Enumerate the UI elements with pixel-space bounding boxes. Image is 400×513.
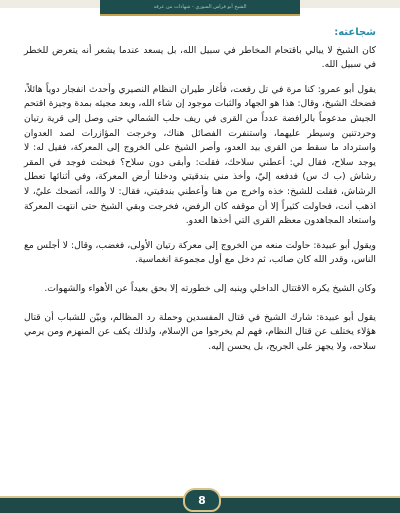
header-banner <box>100 0 300 16</box>
paragraph-1: كان الشيخ لا يبالي باقتحام المخاطر في سبيل الله، بل يسعد عندما يشعر أنه يتعرض للخطر في سبيل الله. <box>24 44 376 71</box>
paragraph-4: وكان الشيخ يكره الاقتتال الداخلي وينبه إلى خطورته إلا بحق بعيداً عن الأهواء والشهوات. <box>44 282 376 294</box>
page-number-badge <box>183 488 221 512</box>
header-banner-text: الشيخ أبو فراس السوري - شهادات من عرفه <box>153 4 247 10</box>
page-number: 8 <box>198 493 206 507</box>
paragraph-5: يقول أبو عبيدة: شارك الشيخ في قتال المفسدين وحملة رد المظالم، وبيّن للشباب أن قتال هؤلاء يختلف عن قتال النظام، فهم لم يخرجوا من الإسلام، ولذلك يكف عن المنهزم ومن يرمي سلاحه، ولا يجهز على الجريح، بل يحسن إليه. <box>24 311 376 352</box>
page-content <box>24 26 376 476</box>
paragraph-2: يقول أبو عمرو: كنا مرة في تل رفعت، فأغار طيران النظام النصيري وأحدث انفجار دوياً هائلاً، فضحك الشيخ، وقال: هذا هو الجهاد والثبات موجود إن شاء الله، وبعد مجيئه بمدة وجيزة اقتحم الجيش مدعوماً بالرافضة عدداً من القرى في ريف حلب الشمالي حتى وصل إلى قرية رتيان وحردتنين وسيطر عليهما، واستنفرت الفصائل هناك، وخرجت المؤازرات لصد العدوان واسترداد ما سقط من القرى بيد العدو، وأصر الشيخ على الخروج إلى المعركة، فقيل له: لا يوجد سلاح، فقال لي: أعطني سلاحك، فقلت: وأبقى دون سلاح؟ فبحثت فوجد في المقر رشاش (ب ك س) فدفعه إليّ، وأخذ مني بندقيتي ودخلنا أرض المعركة، وفي أثنائها تعطل الرشاش، فقلت للشيخ: خذه واخرج من هنا وأعطني بندقيتي، فقال: لا والله، أتضحك عليّ، لا اذهب أنت، فحاولت كثيراً إلا أن موقفه كان الرفض، فخرجت وبقي الشيخ حتى انتهت المعركة واستعاد المجاهدون معظم القرى التي أخذها العدو. <box>24 83 376 227</box>
section-heading: شجاعته: <box>334 27 376 38</box>
page-footer <box>0 488 400 513</box>
paragraph-3: ويقول أبو عبيدة: حاولت منعه من الخروج إلى معركة رتيان الأولى، فغضب، وقال: لا أجلس مع الناس، وقدر الله كان صائب، ثم دخل مع أول مجموعة انغماسية. <box>24 239 376 266</box>
